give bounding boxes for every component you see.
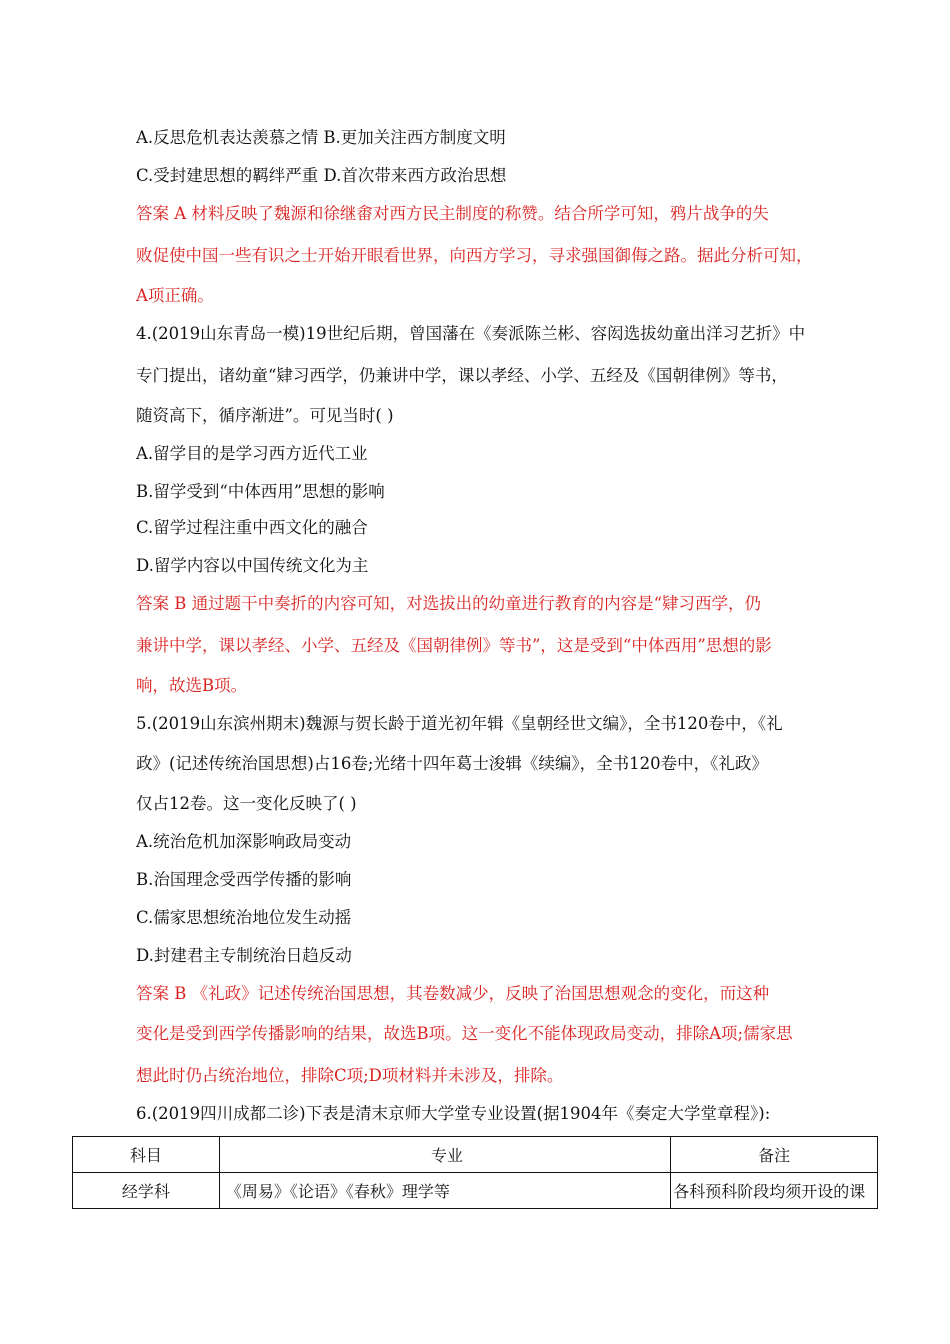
cell-notes: 各科预科阶段均须开设的课 (671, 1173, 878, 1209)
q4-stem-line-3: 随资高下，循序渐进”。可见当时( ) (136, 406, 394, 425)
q5-option-a: A.统治危机加深影响政局变动 (136, 832, 352, 851)
q4-answer-line-3: 响，故选B项。 (136, 676, 248, 695)
q4-answer-line-2: 兼讲中学，课以孝经、小学、五经及《国朝律例》等书”，这是受到“中体西用”思想的影 (136, 636, 772, 655)
q3-answer-line-2: 败促使中国一些有识之士开始开眼看世界，向西方学习，寻求强国御侮之路。据此分析可知， (136, 246, 813, 265)
q5-answer-line-3: 想此时仍占统治地位，排除C项;D项材料并未涉及，排除。 (136, 1066, 564, 1085)
q5-stem-line-1: 5.(2019山东滨州期末)魏源与贺长龄于道光初年辑《皇朝经世文编》，全书120卷中，《礼 (136, 714, 783, 733)
q4-option-a: A.留学目的是学习西方近代工业 (136, 444, 368, 463)
table-header-row (73, 1137, 878, 1173)
header-major: 专业 (219, 1137, 670, 1173)
q5-answer-line-2: 变化是受到西学传播影响的结果，故选B项。这一变化不能体现政局变动，排除A项;儒家思 (136, 1024, 793, 1043)
cell-subject: 经学科 (73, 1173, 220, 1209)
q6-stem: 6.(2019四川成都二诊)下表是清末京师大学堂专业设置(据1904年《奏定大学堂章程》): (136, 1104, 771, 1123)
q5-option-b: B.治国理念受西学传播的影响 (136, 870, 352, 889)
q3-options-cd: C.受封建思想的羁绊严重 D.首次带来西方政治思想 (136, 166, 507, 185)
table-row (73, 1173, 878, 1209)
q5-stem-line-3: 仅占12卷。这一变化反映了( ) (136, 794, 357, 813)
q5-answer-line-1: 答案 B 《礼政》记述传统治国思想，其卷数减少，反映了治国思想观念的变化，而这种 (136, 984, 770, 1003)
q5-stem-line-2: 政》(记述传统治国思想)占16卷;光绪十四年葛士浚辑《续编》，全书120卷中，《礼政》 (136, 754, 768, 773)
q4-option-d: D.留学内容以中国传统文化为主 (136, 556, 369, 575)
curriculum-table (72, 1136, 878, 1209)
header-subject: 科目 (73, 1137, 220, 1173)
q3-answer-line-1: 答案 A 材料反映了魏源和徐继畬对西方民主制度的称赞。结合所学可知，鸦片战争的失 (136, 204, 769, 223)
cell-major: 《周易》《论语》《春秋》理学等 (219, 1173, 670, 1209)
q4-answer-line-1: 答案 B 通过题干中奏折的内容可知，对选拔出的幼童进行教育的内容是“肄习西学，仍 (136, 594, 762, 613)
q5-option-c: C.儒家思想统治地位发生动摇 (136, 908, 352, 927)
q5-option-d: D.封建君主专制统治日趋反动 (136, 946, 352, 965)
q4-option-b: B.留学受到“中体西用”思想的影响 (136, 482, 385, 501)
q3-options-ab: A.反思危机表达羡慕之情 B.更加关注西方制度文明 (136, 128, 506, 147)
q4-stem-line-1: 4.(2019山东青岛一模)19世纪后期，曾国藩在《奏派陈兰彬、容闳选拔幼童出洋习艺折》中 (136, 324, 806, 343)
header-notes: 备注 (671, 1137, 878, 1173)
q3-answer-line-3: A项正确。 (136, 286, 214, 305)
q4-stem-line-2: 专门提出，诸幼童“肄习西学，仍兼讲中学，课以孝经、小学、五经及《国朝律例》等书， (136, 366, 788, 385)
q4-option-c: C.留学过程注重中西文化的融合 (136, 518, 368, 537)
